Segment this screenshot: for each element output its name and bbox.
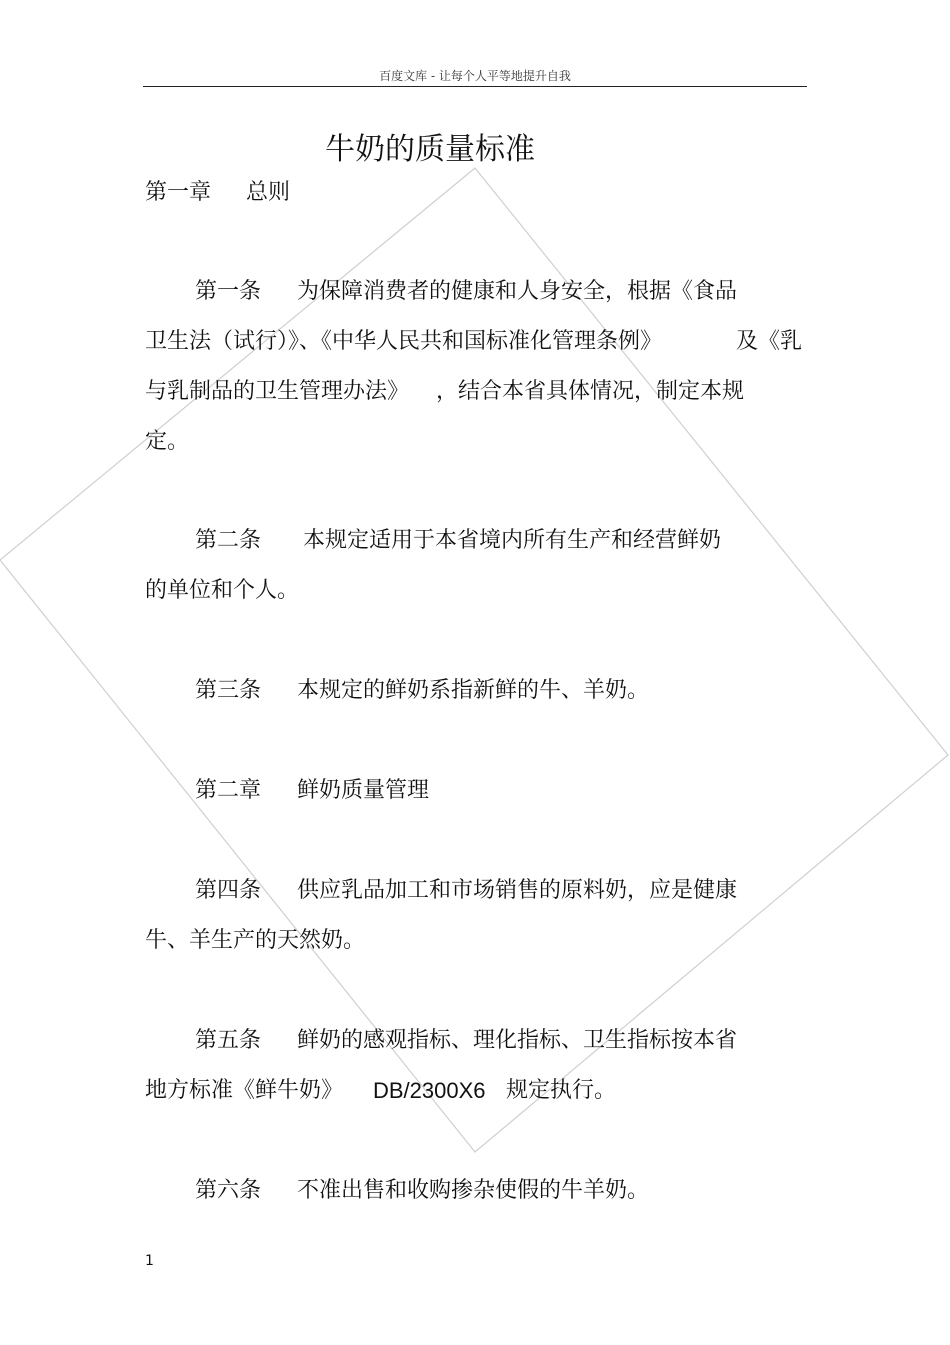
article-4-number: 第四条 [195,878,262,903]
chapter-1-number: 第一章 [145,180,212,205]
article-1-line-1: 为保障消费者的健康和人身安全，根据《食品 [297,279,738,304]
article-5-line-2-tail: 规定执行。 [506,1078,617,1103]
article-5-line-2: 地方标准《鲜牛奶》 [145,1078,344,1103]
article-4-line-2: 牛、羊生产的天然奶。 [145,928,366,953]
article-6-number: 第六条 [195,1178,262,1203]
article-1-line-2: 卫生法（试行）》、《中华人民共和国标准化管理条例》 [145,329,663,354]
article-1-line-3-tail: ，结合本省具体情况，制定本规 [436,379,745,404]
article-1-number: 第一条 [195,279,262,304]
page-header: 百度文库 - 让每个人平等地提升自我 [379,69,571,83]
article-2-line-1: 本规定适用于本省境内所有生产和经营鲜奶 [303,528,722,553]
article-2-number: 第二条 [195,528,262,553]
article-3-text: 本规定的鲜奶系指新鲜的牛、羊奶。 [297,678,650,703]
article-5-line-1: 鲜奶的感观指标、理化指标、卫生指标按本省 [297,1028,738,1053]
chapter-1-name: 总则 [246,180,291,205]
document-title: 牛奶的质量标准 [325,132,535,167]
article-5-number: 第五条 [195,1028,262,1053]
article-1-line-2-tail: 及《乳 [736,329,803,354]
article-1-line-4: 定。 [145,429,190,454]
article-1-line-3: 与乳制品的卫生管理办法》 [145,379,410,404]
article-2-line-2: 的单位和个人。 [145,578,300,603]
article-4-line-1: 供应乳品加工和市场销售的原料奶，应是健康 [297,878,738,903]
header-divider [143,86,807,87]
article-6-text: 不准出售和收购掺杂使假的牛羊奶。 [297,1178,650,1203]
chapter-2-name: 鲜奶质量管理 [297,778,430,803]
article-5-standard-code: DB/2300X6 [373,1078,486,1103]
article-3-number: 第三条 [195,678,262,703]
page-number: 1 [145,1253,154,1269]
chapter-2-number: 第二章 [195,778,262,803]
